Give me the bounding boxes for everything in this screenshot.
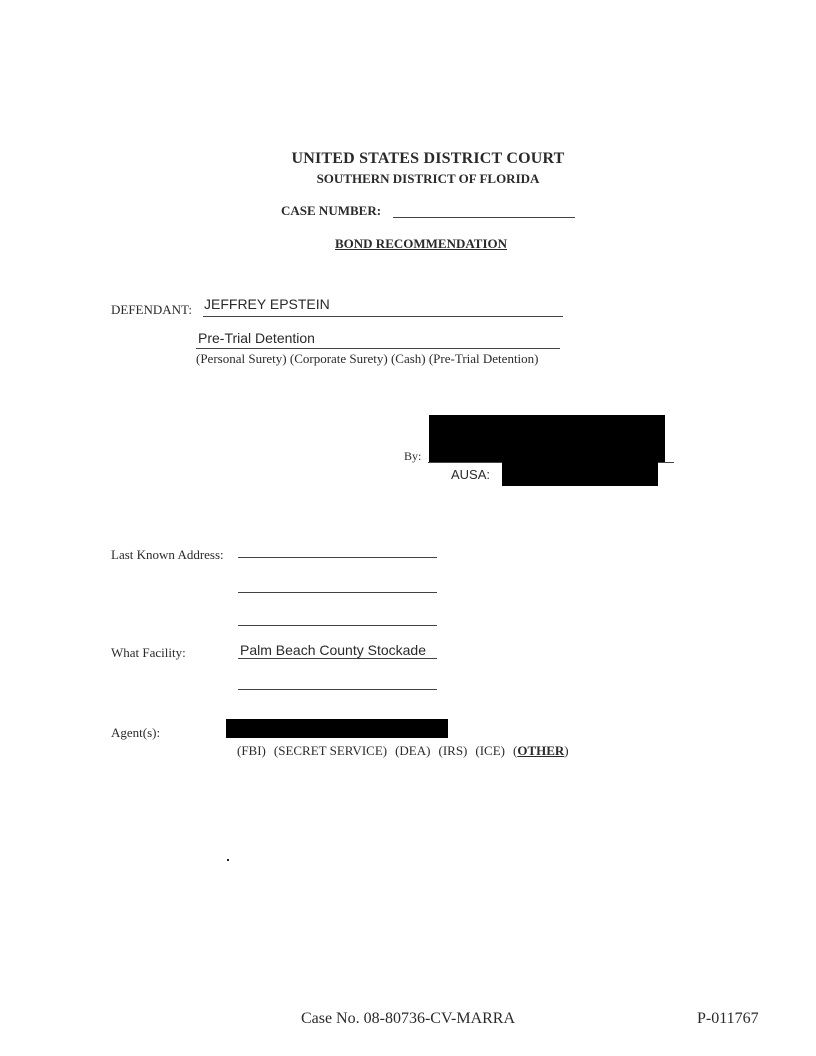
address-line-2 [238,592,437,593]
footer-bates-number: P-011767 [697,1010,759,1027]
address-label: Last Known Address: [111,547,224,562]
ausa-label: AUSA: [451,467,491,482]
facility-label: What Facility: [111,645,186,660]
court-district: SOUTHERN DISTRICT OF FLORIDA [316,171,540,186]
agency-dea: (DEA) [395,743,431,758]
agency-other-open: ( [512,743,518,758]
agency-other-selected: OTHER [517,743,565,758]
facility-line-2 [238,689,437,690]
stray-mark [227,859,229,861]
defendant-label: DEFENDANT: [111,302,192,317]
bond-type-field-line [196,348,560,349]
address-line-3 [238,625,437,626]
redaction-ausa-name [502,462,658,486]
redaction-signature [429,415,665,462]
case-number-field-line [393,217,575,218]
agency-irs: (IRS) [438,743,468,758]
agents-label: Agent(s): [111,725,161,740]
facility-value: Palm Beach County Stockade [240,642,426,658]
agency-options [237,743,569,759]
footer-case-number: Case No. 08-80736-CV-MARRA [300,1010,516,1027]
form-title: BOND RECOMMENDATION [335,236,508,251]
by-label: By: [404,449,422,463]
defendant-field-line [203,316,563,317]
agency-secret-service: (SECRET SERVICE) [273,743,388,758]
case-number-label: CASE NUMBER: [281,203,382,218]
redaction-agent-names [226,719,448,738]
address-line-1 [238,557,437,558]
agency-ice: (ICE) [475,743,505,758]
agency-other-close: ) [564,743,569,758]
court-title: UNITED STATES DISTRICT COURT [291,150,565,167]
agency-fbi: (FBI) [237,743,266,758]
bond-type-options: (Personal Surety) (Corporate Surety) (Cash) (Pre-Trial Detention) [196,351,539,366]
facility-line-1 [238,658,437,659]
bond-type-value: Pre-Trial Detention [198,330,315,346]
defendant-name: JEFFREY EPSTEIN [204,296,330,312]
